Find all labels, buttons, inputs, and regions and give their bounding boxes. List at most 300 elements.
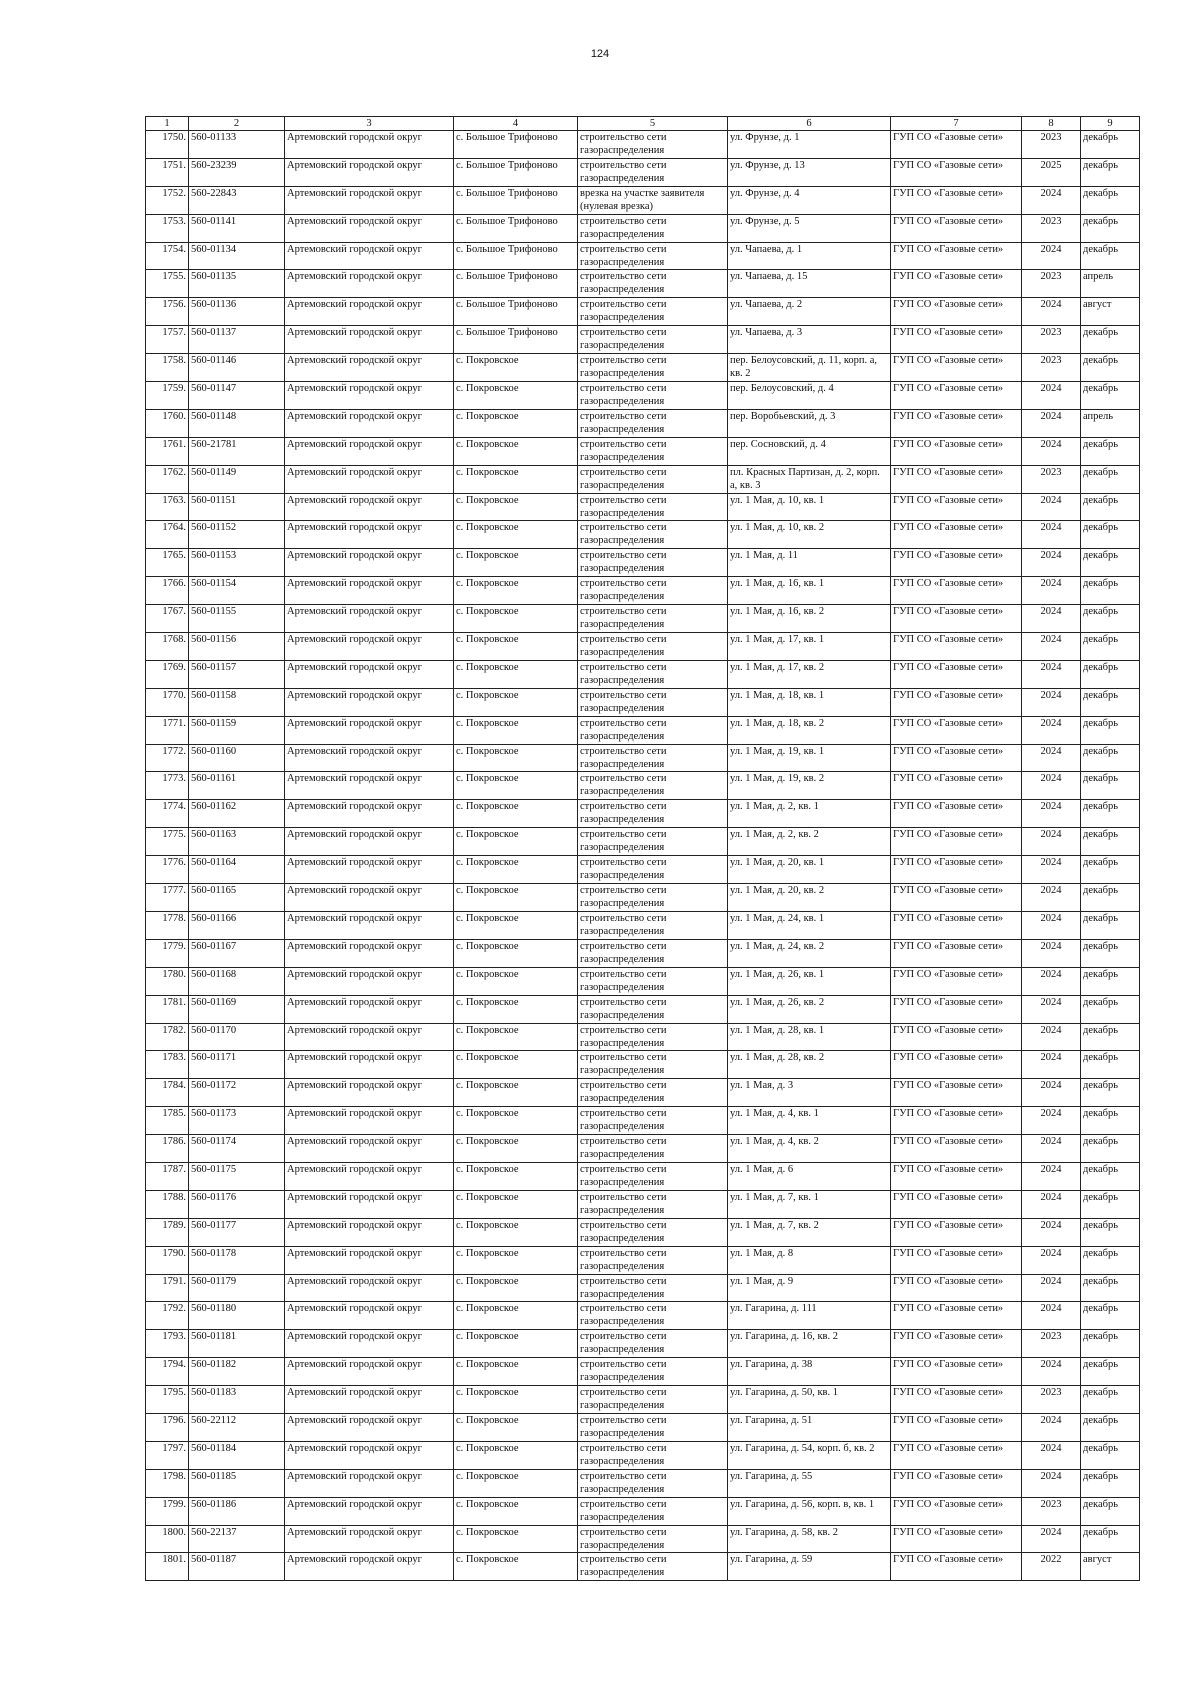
address-cell: пер. Белоусовский, д. 11, корп. а, кв. 2 — [728, 354, 891, 382]
year-cell: 2024 — [1022, 409, 1081, 437]
table-row — [146, 967, 1140, 995]
settlement-cell: с. Большое Трифоново — [454, 242, 578, 270]
year-cell: 2024 — [1022, 1023, 1081, 1051]
address-cell: ул. 1 Мая, д. 10, кв. 1 — [728, 493, 891, 521]
settlement-cell: с. Покровское — [454, 549, 578, 577]
month-cell: декабрь — [1081, 214, 1140, 242]
year-cell: 2024 — [1022, 1190, 1081, 1218]
year-cell: 2024 — [1022, 1051, 1081, 1079]
settlement-cell: с. Большое Трифоново — [454, 298, 578, 326]
month-cell: декабрь — [1081, 884, 1140, 912]
address-cell: ул. 1 Мая, д. 11 — [728, 549, 891, 577]
year-cell: 2024 — [1022, 437, 1081, 465]
settlement-cell: с. Покровское — [454, 1386, 578, 1414]
table-row — [146, 1162, 1140, 1190]
code-cell: 560-01162 — [189, 800, 285, 828]
code-cell: 560-01169 — [189, 995, 285, 1023]
settlement-cell: с. Покровское — [454, 1497, 578, 1525]
organization-cell: ГУП СО «Газовые сети» — [891, 1497, 1022, 1525]
work-type-cell: строительство сети газораспределения — [578, 1553, 728, 1581]
month-cell: декабрь — [1081, 1386, 1140, 1414]
column-header: 1 — [146, 117, 189, 131]
settlement-cell: с. Покровское — [454, 577, 578, 605]
address-cell: ул. 1 Мая, д. 4, кв. 2 — [728, 1135, 891, 1163]
month-cell: декабрь — [1081, 660, 1140, 688]
work-type-cell: строительство сети газораспределения — [578, 1330, 728, 1358]
row-number-cell: 1774. — [146, 800, 189, 828]
table-row — [146, 465, 1140, 493]
code-cell: 560-22137 — [189, 1525, 285, 1553]
organization-cell: ГУП СО «Газовые сети» — [891, 1218, 1022, 1246]
district-cell: Артемовский городской округ — [285, 1553, 454, 1581]
row-number-cell: 1763. — [146, 493, 189, 521]
district-cell: Артемовский городской округ — [285, 1274, 454, 1302]
settlement-cell: с. Покровское — [454, 856, 578, 884]
work-type-cell: строительство сети газораспределения — [578, 939, 728, 967]
organization-cell: ГУП СО «Газовые сети» — [891, 242, 1022, 270]
table-row — [146, 1413, 1140, 1441]
district-cell: Артемовский городской округ — [285, 131, 454, 159]
organization-cell: ГУП СО «Газовые сети» — [891, 186, 1022, 214]
organization-cell: ГУП СО «Газовые сети» — [891, 884, 1022, 912]
settlement-cell: с. Покровское — [454, 939, 578, 967]
district-cell: Артемовский городской округ — [285, 1469, 454, 1497]
district-cell: Артемовский городской округ — [285, 828, 454, 856]
table-row — [146, 158, 1140, 186]
settlement-cell: с. Покровское — [454, 1190, 578, 1218]
code-cell: 560-01147 — [189, 382, 285, 410]
month-cell: декабрь — [1081, 1218, 1140, 1246]
table-row — [146, 911, 1140, 939]
organization-cell: ГУП СО «Газовые сети» — [891, 1107, 1022, 1135]
district-cell: Артемовский городской округ — [285, 465, 454, 493]
organization-cell: ГУП СО «Газовые сети» — [891, 1246, 1022, 1274]
organization-cell: ГУП СО «Газовые сети» — [891, 1079, 1022, 1107]
table-row — [146, 744, 1140, 772]
row-number-cell: 1796. — [146, 1413, 189, 1441]
month-cell: декабрь — [1081, 1330, 1140, 1358]
year-cell: 2024 — [1022, 1525, 1081, 1553]
year-cell: 2024 — [1022, 1107, 1081, 1135]
settlement-cell: с. Покровское — [454, 1246, 578, 1274]
code-cell: 560-01182 — [189, 1358, 285, 1386]
month-cell: декабрь — [1081, 549, 1140, 577]
code-cell: 560-01168 — [189, 967, 285, 995]
settlement-cell: с. Покровское — [454, 688, 578, 716]
organization-cell: ГУП СО «Газовые сети» — [891, 1358, 1022, 1386]
work-type-cell: строительство сети газораспределения — [578, 354, 728, 382]
district-cell: Артемовский городской округ — [285, 382, 454, 410]
organization-cell: ГУП СО «Газовые сети» — [891, 911, 1022, 939]
work-type-cell: строительство сети газораспределения — [578, 1386, 728, 1414]
settlement-cell: с. Покровское — [454, 716, 578, 744]
month-cell: декабрь — [1081, 1246, 1140, 1274]
work-type-cell: строительство сети газораспределения — [578, 1246, 728, 1274]
code-cell: 560-01180 — [189, 1302, 285, 1330]
code-cell: 560-01178 — [189, 1246, 285, 1274]
district-cell: Артемовский городской округ — [285, 1358, 454, 1386]
code-cell: 560-01172 — [189, 1079, 285, 1107]
code-cell: 560-01146 — [189, 354, 285, 382]
district-cell: Артемовский городской округ — [285, 437, 454, 465]
district-cell: Артемовский городской округ — [285, 158, 454, 186]
organization-cell: ГУП СО «Газовые сети» — [891, 354, 1022, 382]
year-cell: 2024 — [1022, 186, 1081, 214]
year-cell: 2024 — [1022, 967, 1081, 995]
table-row — [146, 633, 1140, 661]
row-number-cell: 1790. — [146, 1246, 189, 1274]
code-cell: 560-01149 — [189, 465, 285, 493]
district-cell: Артемовский городской округ — [285, 856, 454, 884]
address-cell: ул. 1 Мая, д. 10, кв. 2 — [728, 521, 891, 549]
column-header: 4 — [454, 117, 578, 131]
organization-cell: ГУП СО «Газовые сети» — [891, 800, 1022, 828]
work-type-cell: строительство сети газораспределения — [578, 884, 728, 912]
table-row — [146, 660, 1140, 688]
code-cell: 560-01136 — [189, 298, 285, 326]
address-cell: пер. Сосновский, д. 4 — [728, 437, 891, 465]
district-cell: Артемовский городской округ — [285, 1525, 454, 1553]
month-cell: декабрь — [1081, 242, 1140, 270]
district-cell: Артемовский городской округ — [285, 326, 454, 354]
month-cell: декабрь — [1081, 437, 1140, 465]
table-row — [146, 1079, 1140, 1107]
year-cell: 2024 — [1022, 1469, 1081, 1497]
year-cell: 2024 — [1022, 660, 1081, 688]
address-cell: ул. 1 Мая, д. 24, кв. 2 — [728, 939, 891, 967]
address-cell: ул. 1 Мая, д. 3 — [728, 1079, 891, 1107]
year-cell: 2024 — [1022, 1413, 1081, 1441]
organization-cell: ГУП СО «Газовые сети» — [891, 214, 1022, 242]
settlement-cell: с. Покровское — [454, 493, 578, 521]
address-cell: ул. 1 Мая, д. 28, кв. 2 — [728, 1051, 891, 1079]
row-number-cell: 1766. — [146, 577, 189, 605]
district-cell: Артемовский городской округ — [285, 1218, 454, 1246]
organization-cell: ГУП СО «Газовые сети» — [891, 409, 1022, 437]
settlement-cell: с. Покровское — [454, 1218, 578, 1246]
code-cell: 560-01153 — [189, 549, 285, 577]
year-cell: 2024 — [1022, 1302, 1081, 1330]
month-cell: декабрь — [1081, 911, 1140, 939]
work-type-cell: строительство сети газораспределения — [578, 716, 728, 744]
address-cell: пер. Белоусовский, д. 4 — [728, 382, 891, 410]
row-number-cell: 1771. — [146, 716, 189, 744]
table-row — [146, 493, 1140, 521]
table-row — [146, 326, 1140, 354]
column-header: 2 — [189, 117, 285, 131]
organization-cell: ГУП СО «Газовые сети» — [891, 465, 1022, 493]
work-type-cell: строительство сети газораспределения — [578, 967, 728, 995]
organization-cell: ГУП СО «Газовые сети» — [891, 493, 1022, 521]
year-cell: 2024 — [1022, 633, 1081, 661]
district-cell: Артемовский городской округ — [285, 1302, 454, 1330]
year-cell: 2023 — [1022, 214, 1081, 242]
settlement-cell: с. Покровское — [454, 1469, 578, 1497]
address-cell: ул. 1 Мая, д. 28, кв. 1 — [728, 1023, 891, 1051]
month-cell: декабрь — [1081, 744, 1140, 772]
month-cell: декабрь — [1081, 1107, 1140, 1135]
code-cell: 560-01141 — [189, 214, 285, 242]
year-cell: 2024 — [1022, 828, 1081, 856]
settlement-cell: с. Покровское — [454, 1358, 578, 1386]
row-number-cell: 1753. — [146, 214, 189, 242]
district-cell: Артемовский городской округ — [285, 1023, 454, 1051]
row-number-cell: 1793. — [146, 1330, 189, 1358]
work-type-cell: строительство сети газораспределения — [578, 911, 728, 939]
table-row — [146, 995, 1140, 1023]
work-type-cell: строительство сети газораспределения — [578, 1469, 728, 1497]
organization-cell: ГУП СО «Газовые сети» — [891, 1190, 1022, 1218]
row-number-cell: 1799. — [146, 1497, 189, 1525]
work-type-cell: строительство сети газораспределения — [578, 326, 728, 354]
settlement-cell: с. Большое Трифоново — [454, 270, 578, 298]
district-cell: Артемовский городской округ — [285, 1107, 454, 1135]
district-cell: Артемовский городской округ — [285, 186, 454, 214]
year-cell: 2024 — [1022, 549, 1081, 577]
year-cell: 2024 — [1022, 242, 1081, 270]
settlement-cell: с. Покровское — [454, 800, 578, 828]
settlement-cell: с. Покровское — [454, 354, 578, 382]
district-cell: Артемовский городской округ — [285, 967, 454, 995]
code-cell: 560-01160 — [189, 744, 285, 772]
year-cell: 2024 — [1022, 1135, 1081, 1163]
work-type-cell: строительство сети газораспределения — [578, 1497, 728, 1525]
organization-cell: ГУП СО «Газовые сети» — [891, 158, 1022, 186]
address-cell: ул. 1 Мая, д. 18, кв. 1 — [728, 688, 891, 716]
settlement-cell: с. Покровское — [454, 1441, 578, 1469]
address-cell: ул. Чапаева, д. 3 — [728, 326, 891, 354]
address-cell: ул. Гагарина, д. 16, кв. 2 — [728, 1330, 891, 1358]
code-cell: 560-01167 — [189, 939, 285, 967]
work-type-cell: строительство сети газораспределения — [578, 1218, 728, 1246]
code-cell: 560-01152 — [189, 521, 285, 549]
year-cell: 2024 — [1022, 800, 1081, 828]
work-type-cell: строительство сети газораспределения — [578, 828, 728, 856]
month-cell: декабрь — [1081, 1302, 1140, 1330]
code-cell: 560-01179 — [189, 1274, 285, 1302]
row-number-cell: 1751. — [146, 158, 189, 186]
organization-cell: ГУП СО «Газовые сети» — [891, 1274, 1022, 1302]
month-cell: декабрь — [1081, 856, 1140, 884]
month-cell: декабрь — [1081, 1469, 1140, 1497]
table-row — [146, 1274, 1140, 1302]
table-row — [146, 688, 1140, 716]
year-cell: 2023 — [1022, 354, 1081, 382]
month-cell: декабрь — [1081, 1135, 1140, 1163]
month-cell: декабрь — [1081, 521, 1140, 549]
address-cell: ул. 1 Мая, д. 16, кв. 2 — [728, 605, 891, 633]
code-cell: 560-01175 — [189, 1162, 285, 1190]
row-number-cell: 1756. — [146, 298, 189, 326]
year-cell: 2024 — [1022, 1162, 1081, 1190]
organization-cell: ГУП СО «Газовые сети» — [891, 744, 1022, 772]
row-number-cell: 1772. — [146, 744, 189, 772]
district-cell: Артемовский городской округ — [285, 521, 454, 549]
address-cell: ул. 1 Мая, д. 7, кв. 2 — [728, 1218, 891, 1246]
address-cell: ул. Фрунзе, д. 4 — [728, 186, 891, 214]
row-number-cell: 1757. — [146, 326, 189, 354]
district-cell: Артемовский городской округ — [285, 577, 454, 605]
row-number-cell: 1788. — [146, 1190, 189, 1218]
month-cell: август — [1081, 1553, 1140, 1581]
year-cell: 2023 — [1022, 1386, 1081, 1414]
code-cell: 560-01186 — [189, 1497, 285, 1525]
settlement-cell: с. Покровское — [454, 1330, 578, 1358]
settlement-cell: с. Покровское — [454, 772, 578, 800]
address-cell: ул. Гагарина, д. 54, корп. б, кв. 2 — [728, 1441, 891, 1469]
settlement-cell: с. Покровское — [454, 633, 578, 661]
code-cell: 560-01155 — [189, 605, 285, 633]
settlement-cell: с. Покровское — [454, 967, 578, 995]
work-type-cell: строительство сети газораспределения — [578, 856, 728, 884]
code-cell: 560-01166 — [189, 911, 285, 939]
code-cell: 560-01171 — [189, 1051, 285, 1079]
settlement-cell: с. Покровское — [454, 995, 578, 1023]
work-type-cell: строительство сети газораспределения — [578, 605, 728, 633]
settlement-cell: с. Большое Трифоново — [454, 326, 578, 354]
address-cell: ул. 1 Мая, д. 24, кв. 1 — [728, 911, 891, 939]
district-cell: Артемовский городской округ — [285, 242, 454, 270]
month-cell: декабрь — [1081, 967, 1140, 995]
code-cell: 560-01170 — [189, 1023, 285, 1051]
code-cell: 560-21781 — [189, 437, 285, 465]
work-type-cell: строительство сети газораспределения — [578, 688, 728, 716]
row-number-cell: 1760. — [146, 409, 189, 437]
organization-cell: ГУП СО «Газовые сети» — [891, 577, 1022, 605]
settlement-cell: с. Покровское — [454, 1051, 578, 1079]
code-cell: 560-01173 — [189, 1107, 285, 1135]
district-cell: Артемовский городской округ — [285, 270, 454, 298]
table-row — [146, 828, 1140, 856]
organization-cell: ГУП СО «Газовые сети» — [891, 1525, 1022, 1553]
organization-cell: ГУП СО «Газовые сети» — [891, 298, 1022, 326]
code-cell: 560-01176 — [189, 1190, 285, 1218]
year-cell: 2024 — [1022, 688, 1081, 716]
address-cell: ул. 1 Мая, д. 19, кв. 2 — [728, 772, 891, 800]
code-cell: 560-01158 — [189, 688, 285, 716]
month-cell: декабрь — [1081, 354, 1140, 382]
settlement-cell: с. Большое Трифоново — [454, 131, 578, 159]
year-cell: 2024 — [1022, 382, 1081, 410]
organization-cell: ГУП СО «Газовые сети» — [891, 633, 1022, 661]
table-row — [146, 1023, 1140, 1051]
row-number-cell: 1755. — [146, 270, 189, 298]
district-cell: Артемовский городской округ — [285, 1441, 454, 1469]
address-cell: ул. 1 Мая, д. 9 — [728, 1274, 891, 1302]
district-cell: Артемовский городской округ — [285, 409, 454, 437]
work-type-cell: строительство сети газораспределения — [578, 131, 728, 159]
work-type-cell: строительство сети газораспределения — [578, 242, 728, 270]
row-number-cell: 1778. — [146, 911, 189, 939]
table-row — [146, 1246, 1140, 1274]
row-number-cell: 1765. — [146, 549, 189, 577]
district-cell: Артемовский городской округ — [285, 772, 454, 800]
month-cell: декабрь — [1081, 1051, 1140, 1079]
district-cell: Артемовский городской округ — [285, 688, 454, 716]
work-type-cell: строительство сети газораспределения — [578, 1079, 728, 1107]
work-type-cell: строительство сети газораспределения — [578, 1358, 728, 1386]
organization-cell: ГУП СО «Газовые сети» — [891, 1469, 1022, 1497]
work-type-cell: строительство сети газораспределения — [578, 1023, 728, 1051]
settlement-cell: с. Покровское — [454, 1023, 578, 1051]
month-cell: декабрь — [1081, 1358, 1140, 1386]
year-cell: 2024 — [1022, 939, 1081, 967]
table-row — [146, 1107, 1140, 1135]
year-cell: 2023 — [1022, 1497, 1081, 1525]
row-number-cell: 1787. — [146, 1162, 189, 1190]
address-cell: ул. 1 Мая, д. 17, кв. 2 — [728, 660, 891, 688]
work-type-cell: строительство сети газораспределения — [578, 158, 728, 186]
month-cell: декабрь — [1081, 995, 1140, 1023]
district-cell: Артемовский городской округ — [285, 660, 454, 688]
year-cell: 2024 — [1022, 605, 1081, 633]
month-cell: декабрь — [1081, 158, 1140, 186]
table-row — [146, 186, 1140, 214]
organization-cell: ГУП СО «Газовые сети» — [891, 382, 1022, 410]
table-row — [146, 939, 1140, 967]
row-number-cell: 1783. — [146, 1051, 189, 1079]
code-cell: 560-01135 — [189, 270, 285, 298]
column-header: 7 — [891, 117, 1022, 131]
row-number-cell: 1789. — [146, 1218, 189, 1246]
address-cell: ул. Гагарина, д. 59 — [728, 1553, 891, 1581]
month-cell: декабрь — [1081, 688, 1140, 716]
work-type-cell: строительство сети газораспределения — [578, 1135, 728, 1163]
work-type-cell: строительство сети газораспределения — [578, 1413, 728, 1441]
year-cell: 2024 — [1022, 884, 1081, 912]
table-row — [146, 437, 1140, 465]
table-row — [146, 521, 1140, 549]
row-number-cell: 1791. — [146, 1274, 189, 1302]
address-cell: ул. Гагарина, д. 58, кв. 2 — [728, 1525, 891, 1553]
organization-cell: ГУП СО «Газовые сети» — [891, 1553, 1022, 1581]
row-number-cell: 1792. — [146, 1302, 189, 1330]
month-cell: декабрь — [1081, 1441, 1140, 1469]
row-number-cell: 1798. — [146, 1469, 189, 1497]
settlement-cell: с. Покровское — [454, 884, 578, 912]
district-cell: Артемовский городской округ — [285, 1497, 454, 1525]
address-cell: ул. Чапаева, д. 2 — [728, 298, 891, 326]
work-type-cell: строительство сети газораспределения — [578, 800, 728, 828]
district-cell: Артемовский городской округ — [285, 884, 454, 912]
district-cell: Артемовский городской округ — [285, 633, 454, 661]
year-cell: 2024 — [1022, 772, 1081, 800]
district-cell: Артемовский городской округ — [285, 298, 454, 326]
code-cell: 560-01183 — [189, 1386, 285, 1414]
address-cell: ул. Гагарина, д. 111 — [728, 1302, 891, 1330]
settlement-cell: с. Покровское — [454, 1274, 578, 1302]
organization-cell: ГУП СО «Газовые сети» — [891, 939, 1022, 967]
row-number-cell: 1769. — [146, 660, 189, 688]
work-type-cell: строительство сети газораспределения — [578, 409, 728, 437]
row-number-cell: 1773. — [146, 772, 189, 800]
table-body — [146, 131, 1140, 1581]
month-cell: декабрь — [1081, 465, 1140, 493]
district-cell: Артемовский городской округ — [285, 1079, 454, 1107]
month-cell: декабрь — [1081, 493, 1140, 521]
table-row — [146, 884, 1140, 912]
work-type-cell: строительство сети газораспределения — [578, 995, 728, 1023]
address-cell: ул. Гагарина, д. 55 — [728, 1469, 891, 1497]
address-cell: ул. Фрунзе, д. 13 — [728, 158, 891, 186]
address-cell: ул. 1 Мая, д. 7, кв. 1 — [728, 1190, 891, 1218]
settlement-cell: с. Покровское — [454, 1107, 578, 1135]
table-row — [146, 1218, 1140, 1246]
organization-cell: ГУП СО «Газовые сети» — [891, 688, 1022, 716]
month-cell: декабрь — [1081, 326, 1140, 354]
row-number-cell: 1786. — [146, 1135, 189, 1163]
organization-cell: ГУП СО «Газовые сети» — [891, 1441, 1022, 1469]
